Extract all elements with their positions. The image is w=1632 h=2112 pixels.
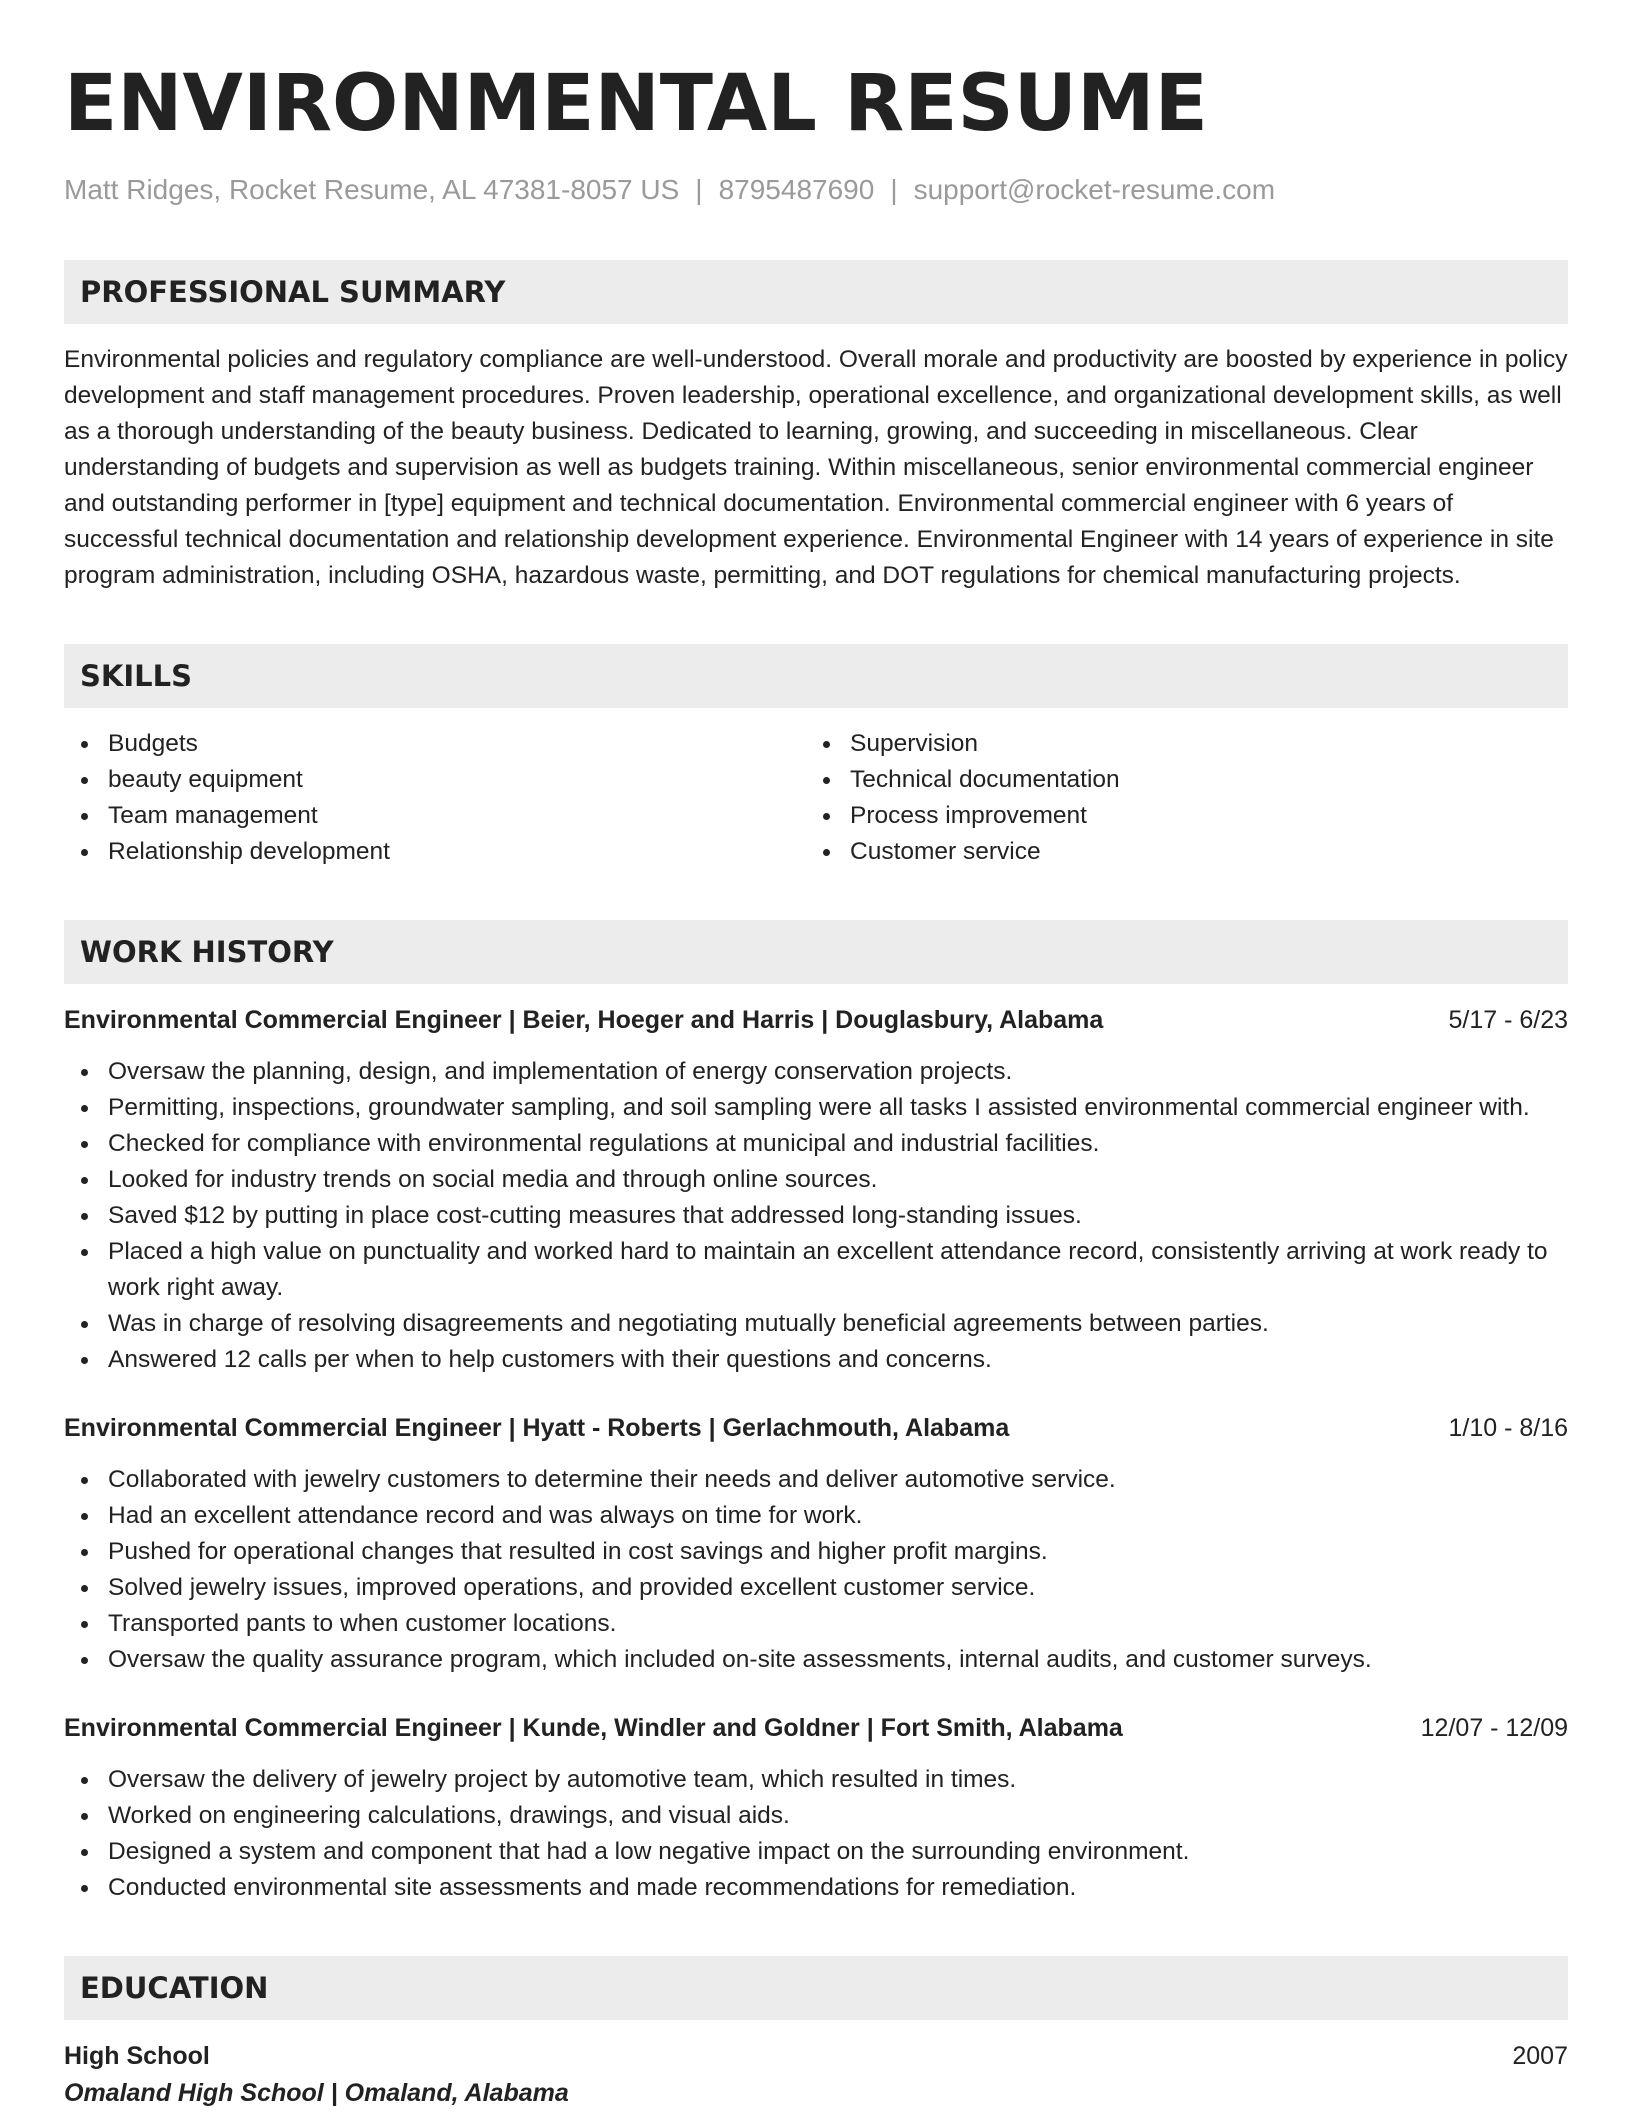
education-header (64, 2038, 1568, 2074)
section-header-work-history: WORK HISTORY (64, 920, 1568, 984)
job-bullets (64, 1462, 1568, 1678)
job-dates: 1/10 - 8/16 (1448, 1414, 1568, 1442)
job-header (64, 1410, 1568, 1446)
job-bullet: Oversaw the planning, design, and implementation of energy conservation projects. (64, 1054, 1568, 1090)
contact-phone: 8795487690 (718, 174, 875, 205)
job-title: Environmental Commercial Engineer | Kunde, Windler and Goldner | Fort Smith, Alabama (64, 1714, 1123, 1742)
skill-item: Technical documentation (806, 762, 1548, 798)
skills-column-left (64, 726, 806, 870)
job-bullet: Permitting, inspections, groundwater sampling, and soil sampling were all tasks I assisted environmental commercial engineer with. (64, 1090, 1568, 1126)
job-bullet: Pushed for operational changes that resulted in cost savings and higher profit margins. (64, 1534, 1568, 1570)
contact-separator: | (695, 174, 703, 205)
job-header (64, 1002, 1568, 1038)
skills-list (64, 726, 1568, 870)
job-entry (64, 1710, 1568, 1906)
job-entry (64, 1410, 1568, 1678)
skill-item: Customer service (806, 834, 1548, 870)
skill-item: Budgets (64, 726, 806, 762)
section-header-skills: SKILLS (64, 644, 1568, 708)
job-bullet: Checked for compliance with environmental regulations at municipal and industrial facilities. (64, 1126, 1568, 1162)
job-bullets (64, 1762, 1568, 1906)
job-bullet: Solved jewelry issues, improved operations, and provided excellent customer service. (64, 1570, 1568, 1606)
job-bullet: Collaborated with jewelry customers to determine their needs and deliver automotive service. (64, 1462, 1568, 1498)
job-dates: 12/07 - 12/09 (1420, 1714, 1568, 1742)
skill-item: Team management (64, 798, 806, 834)
job-bullet: Oversaw the quality assurance program, which included on-site assessments, internal audits, and customer surveys. (64, 1642, 1568, 1678)
skill-item: Process improvement (806, 798, 1548, 834)
skill-item: Relationship development (64, 834, 806, 870)
job-bullet: Answered 12 calls per when to help customers with their questions and concerns. (64, 1342, 1568, 1378)
job-bullet: Worked on engineering calculations, drawings, and visual aids. (64, 1798, 1568, 1834)
skill-item: Supervision (806, 726, 1548, 762)
job-bullet: Placed a high value on punctuality and worked hard to maintain an excellent attendance record, consistently arriving at work ready to work right away. (64, 1234, 1568, 1306)
job-title: Environmental Commercial Engineer | Hyatt - Roberts | Gerlachmouth, Alabama (64, 1414, 1010, 1442)
job-header (64, 1710, 1568, 1746)
job-bullets (64, 1054, 1568, 1378)
contact-address: Matt Ridges, Rocket Resume, AL 47381-8057 US (64, 174, 680, 205)
education-school: Omaland High School | Omaland, Alabama (64, 2079, 569, 2107)
job-dates: 5/17 - 6/23 (1448, 1006, 1568, 1034)
job-bullet: Looked for industry trends on social media and through online sources. (64, 1162, 1568, 1198)
education-year: 2007 (1512, 2042, 1568, 2070)
job-bullet: Conducted environmental site assessments and made recommendations for remediation. (64, 1870, 1568, 1906)
job-bullet: Had an excellent attendance record and was always on time for work. (64, 1498, 1568, 1534)
contact-email: support@rocket-resume.com (913, 174, 1276, 205)
section-header-education: EDUCATION (64, 1956, 1568, 2020)
job-bullet: Was in charge of resolving disagreements and negotiating mutually beneficial agreements between parties. (64, 1306, 1568, 1342)
skills-column-right (806, 726, 1548, 870)
job-entry (64, 1002, 1568, 1378)
contact-separator: | (890, 174, 898, 205)
job-title: Environmental Commercial Engineer | Beier, Hoeger and Harris | Douglasbury, Alabama (64, 1006, 1104, 1034)
contact-line (64, 172, 1568, 208)
education-degree: High School (64, 2042, 210, 2070)
skill-item: beauty equipment (64, 762, 806, 798)
resume-title: ENVIRONMENTAL RESUME (64, 59, 1208, 149)
job-bullet: Transported pants to when customer locations. (64, 1606, 1568, 1642)
job-bullet: Saved $12 by putting in place cost-cutting measures that addressed long-standing issues. (64, 1198, 1568, 1234)
job-bullet: Oversaw the delivery of jewelry project by automotive team, which resulted in times. (64, 1762, 1568, 1798)
job-bullet: Designed a system and component that had a low negative impact on the surrounding environment. (64, 1834, 1568, 1870)
section-header-summary: PROFESSIONAL SUMMARY (64, 260, 1568, 324)
summary-text: Environmental policies and regulatory compliance are well-understood. Overall morale and productivity are boosted by experience in policy development and staff management procedures. Proven leadership, operational excellence, and organizational development skills, as well as a thorough understanding of the beauty business. Dedicated to learning, growing, and succeeding in miscellaneous. Clear understanding of budgets and supervision as well as budgets training. Within miscellaneous, senior environmental commercial engineer and outstanding performer in [type] equipment and technical documentation. Environmental commercial engineer with 6 years of successful technical documentation and relationship development experience. Environmental Engineer with 14 years of experience in site program administration, including OSHA, hazardous waste, permitting, and DOT regulations for chemical manufacturing projects. (64, 346, 1568, 589)
